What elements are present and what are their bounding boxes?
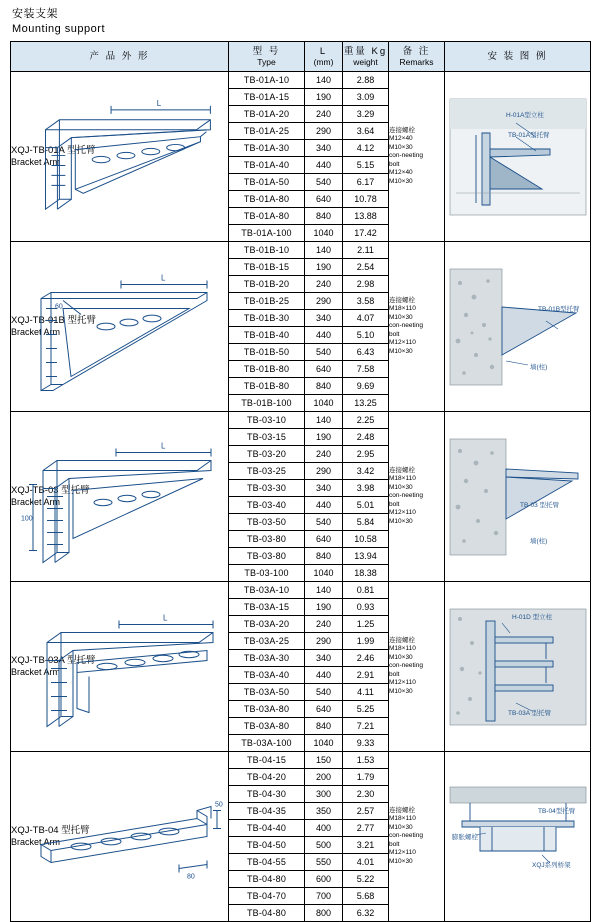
product-name-cn: XQJ-TB-04 型托臂 (11, 825, 90, 836)
cell-weight: 18.38 (343, 565, 389, 582)
header-length: L (mm) (305, 42, 343, 72)
table-row (11, 582, 591, 599)
cell-weight: 13.94 (343, 548, 389, 565)
header-weight: 重量 Kg weight (343, 42, 389, 72)
cell-weight: 9.69 (343, 378, 389, 395)
cell-remarks (389, 412, 445, 582)
cell-length: 640 (305, 361, 343, 378)
cell-length: 290 (305, 123, 343, 140)
remark-line: M10×30 (389, 687, 413, 695)
cell-length: 190 (305, 89, 343, 106)
remark-line: 连接螺栓 (389, 806, 415, 814)
remark-line: con-neeting (389, 662, 423, 670)
cell-weight: 5.15 (343, 157, 389, 174)
cell-weight: 13.25 (343, 395, 389, 412)
cell-length: 140 (305, 242, 343, 259)
cell-weight: 4.01 (343, 854, 389, 871)
cell-length: 840 (305, 718, 343, 735)
product-drawing (11, 90, 227, 239)
product-shape-cell (11, 242, 229, 412)
cell-weight: 0.93 (343, 599, 389, 616)
cell-length: 140 (305, 412, 343, 429)
cell-type: TB-01A-20 (229, 106, 305, 123)
cell-weight: 5.68 (343, 888, 389, 905)
remark-line: bolt (389, 670, 400, 678)
cell-weight: 2.46 (343, 650, 389, 667)
table-row (11, 242, 591, 259)
installation-diagram-cell (445, 752, 591, 922)
remark-line: M12×110 (389, 849, 416, 857)
cell-length: 1040 (305, 565, 343, 582)
cell-type: TB-03-40 (229, 497, 305, 514)
cell-type: TB-04-35 (229, 803, 305, 820)
cell-length: 340 (305, 650, 343, 667)
cell-remarks (389, 752, 445, 922)
cell-weight: 2.25 (343, 412, 389, 429)
cell-length: 240 (305, 616, 343, 633)
cell-type: TB-03-15 (229, 429, 305, 446)
cell-weight: 2.48 (343, 429, 389, 446)
cell-type: TB-03-80 (229, 548, 305, 565)
cell-length: 440 (305, 667, 343, 684)
remark-line: M10×30 (389, 653, 413, 661)
cell-weight: 13.88 (343, 208, 389, 225)
product-name-cn: XQJ-TB-03 型托臂 (11, 485, 90, 496)
cell-weight: 10.58 (343, 531, 389, 548)
cell-length: 840 (305, 378, 343, 395)
cell-type: TB-03-20 (229, 446, 305, 463)
cell-length: 700 (305, 888, 343, 905)
cell-weight: 4.07 (343, 310, 389, 327)
cell-length: 300 (305, 786, 343, 803)
cell-type: TB-03-100 (229, 565, 305, 582)
cell-weight: 2.91 (343, 667, 389, 684)
cell-length: 290 (305, 293, 343, 310)
remark-line: M12×110 (389, 339, 416, 347)
cell-type: TB-01B-20 (229, 276, 305, 293)
remark-line: M10×30 (389, 143, 413, 151)
remark-line: 连接螺栓 (389, 466, 415, 474)
remark-line: bolt (389, 330, 400, 338)
cell-weight: 1.25 (343, 616, 389, 633)
cell-weight: 10.78 (343, 191, 389, 208)
product-name-en: Bracket Arm (11, 157, 61, 167)
cell-length: 140 (305, 72, 343, 89)
table-body (11, 72, 591, 922)
cell-type: TB-01B-40 (229, 327, 305, 344)
cell-type: TB-04-15 (229, 752, 305, 769)
remark-line: 连接螺栓 (389, 636, 415, 644)
remark-line: con-neeting (389, 152, 423, 160)
remark-line: M18×110 (389, 305, 416, 313)
product-shape-cell (11, 582, 229, 752)
cell-type: TB-04-80 (229, 871, 305, 888)
cell-weight: 5.22 (343, 871, 389, 888)
remark-line: M10×30 (389, 347, 413, 355)
cell-length: 140 (305, 582, 343, 599)
remark-line: con-neeting (389, 492, 423, 500)
cell-length: 1040 (305, 225, 343, 242)
svg-text:膨胀螺栓: 膨胀螺栓 (451, 833, 478, 841)
cell-type: TB-03A-50 (229, 684, 305, 701)
remark-line: bolt (389, 160, 400, 168)
remark-line: M18×110 (389, 645, 416, 653)
cell-type: TB-03A-80 (229, 718, 305, 735)
cell-length: 600 (305, 871, 343, 888)
installation-drawing (445, 433, 590, 561)
product-drawing (11, 600, 227, 749)
remark-line: con-neeting (389, 322, 423, 330)
cell-length: 440 (305, 327, 343, 344)
cell-type: TB-01A-40 (229, 157, 305, 174)
cell-type: TB-03A-80 (229, 701, 305, 718)
cell-weight: 5.25 (343, 701, 389, 718)
cell-weight: 5.10 (343, 327, 389, 344)
cell-length: 240 (305, 276, 343, 293)
cell-length: 540 (305, 514, 343, 531)
cell-weight: 1.99 (343, 633, 389, 650)
cell-weight: 4.12 (343, 140, 389, 157)
cell-type: TB-03A-25 (229, 633, 305, 650)
cell-type: TB-04-20 (229, 769, 305, 786)
cell-length: 350 (305, 803, 343, 820)
remark-line: M10×30 (389, 517, 413, 525)
product-drawing (11, 260, 227, 409)
cell-type: TB-04-80 (229, 905, 305, 922)
installation-diagram-cell (445, 412, 591, 582)
cell-weight: 2.30 (343, 786, 389, 803)
cell-type: TB-01A-80 (229, 208, 305, 225)
cell-type: TB-04-40 (229, 820, 305, 837)
product-shape-cell (11, 72, 229, 242)
cell-length: 340 (305, 310, 343, 327)
cell-length: 440 (305, 497, 343, 514)
cell-type: TB-03A-100 (229, 735, 305, 752)
cell-length: 190 (305, 599, 343, 616)
cell-type: TB-04-70 (229, 888, 305, 905)
cell-weight: 2.88 (343, 72, 389, 89)
table-row (11, 752, 591, 769)
table-header (11, 42, 591, 72)
svg-text:TB-04型托臂: TB-04型托臂 (537, 807, 575, 815)
cell-type: TB-01B-15 (229, 259, 305, 276)
cell-length: 240 (305, 446, 343, 463)
cell-type: TB-03A-20 (229, 616, 305, 633)
remark-line: 连接螺栓 (389, 126, 415, 134)
cell-weight: 3.29 (343, 106, 389, 123)
cell-length: 240 (305, 106, 343, 123)
remark-line: M12×110 (389, 509, 416, 517)
svg-text:H-01A型立柱: H-01A型立柱 (505, 111, 544, 119)
svg-text:L: L (161, 273, 166, 283)
header-shape: 产 品 外 形 (11, 42, 229, 72)
cell-type: TB-01A-50 (229, 174, 305, 191)
svg-text:60: 60 (55, 303, 63, 311)
remark-line: M12×40 (389, 169, 413, 177)
cell-type: TB-01A-25 (229, 123, 305, 140)
cell-type: TB-01A-10 (229, 72, 305, 89)
table-row (11, 412, 591, 429)
svg-text:TB-01A型托臂: TB-01A型托臂 (507, 131, 550, 139)
cell-type: TB-04-30 (229, 786, 305, 803)
document-title-cn: 安装支架 (12, 8, 58, 20)
cell-weight: 3.42 (343, 463, 389, 480)
cell-weight: 1.79 (343, 769, 389, 786)
cell-type: TB-01B-80 (229, 378, 305, 395)
specification-table (10, 41, 591, 922)
cell-length: 840 (305, 548, 343, 565)
cell-weight: 2.98 (343, 276, 389, 293)
cell-weight: 7.21 (343, 718, 389, 735)
svg-text:50: 50 (215, 801, 223, 809)
remark-line: M10×30 (389, 177, 413, 185)
product-drawing (11, 770, 227, 919)
remark-line: M18×110 (389, 475, 416, 483)
svg-text:H-01D 型立柱: H-01D 型立柱 (511, 613, 552, 621)
product-name-cn: XQJ-TB-01A 型托臂 (11, 145, 96, 156)
product-shape-cell (11, 412, 229, 582)
cell-type: TB-03A-40 (229, 667, 305, 684)
svg-text:100: 100 (21, 515, 33, 523)
cell-type: TB-03-80 (229, 531, 305, 548)
cell-type: TB-03-50 (229, 514, 305, 531)
cell-weight: 3.09 (343, 89, 389, 106)
cell-length: 400 (305, 820, 343, 837)
cell-type: TB-01B-30 (229, 310, 305, 327)
cell-type: TB-01B-50 (229, 344, 305, 361)
cell-weight: 2.54 (343, 259, 389, 276)
cell-length: 1040 (305, 735, 343, 752)
cell-type: TB-01A-15 (229, 89, 305, 106)
cell-length: 540 (305, 174, 343, 191)
svg-text:L: L (161, 441, 166, 451)
installation-drawing (445, 93, 590, 221)
cell-length: 640 (305, 191, 343, 208)
table-row (11, 72, 591, 89)
svg-text:TB-03 型托臂: TB-03 型托臂 (519, 501, 559, 509)
installation-drawing (445, 781, 590, 893)
cell-length: 290 (305, 463, 343, 480)
cell-type: TB-03A-15 (229, 599, 305, 616)
cell-weight: 2.95 (343, 446, 389, 463)
svg-text:80: 80 (187, 873, 195, 881)
product-name-cn: XQJ-TB-03A 型托臂 (11, 655, 96, 666)
remark-line: con-neeting (389, 832, 423, 840)
cell-length: 500 (305, 837, 343, 854)
cell-weight: 9.33 (343, 735, 389, 752)
document-title-en: Mounting support (12, 23, 105, 35)
installation-diagram-cell (445, 72, 591, 242)
cell-length: 200 (305, 769, 343, 786)
cell-weight: 1.53 (343, 752, 389, 769)
svg-text:XQJ系列桥架: XQJ系列桥架 (531, 861, 571, 869)
installation-drawing (445, 263, 590, 391)
cell-length: 190 (305, 259, 343, 276)
cell-weight: 3.58 (343, 293, 389, 310)
cell-length: 1040 (305, 395, 343, 412)
cell-length: 340 (305, 480, 343, 497)
cell-weight: 6.43 (343, 344, 389, 361)
cell-type: TB-01B-80 (229, 361, 305, 378)
cell-weight: 2.77 (343, 820, 389, 837)
header-installation: 安 装 图 例 (445, 42, 591, 72)
cell-length: 640 (305, 531, 343, 548)
remark-line: 连接螺栓 (389, 296, 415, 304)
remark-line: M18×110 (389, 815, 416, 823)
cell-weight: 0.81 (343, 582, 389, 599)
remark-line: bolt (389, 840, 400, 848)
cell-weight: 7.58 (343, 361, 389, 378)
cell-weight: 6.17 (343, 174, 389, 191)
remark-line: M10×30 (389, 823, 413, 831)
remark-line: M10×30 (389, 313, 413, 321)
cell-weight: 3.98 (343, 480, 389, 497)
cell-weight: 5.01 (343, 497, 389, 514)
cell-type: TB-03A-10 (229, 582, 305, 599)
header-type: 型 号 Type (229, 42, 305, 72)
product-name-en: Bracket Arm (11, 327, 61, 337)
svg-text:L: L (156, 98, 162, 108)
cell-length: 540 (305, 344, 343, 361)
remark-line: M12×40 (389, 135, 413, 143)
remark-line: M10×30 (389, 857, 413, 865)
cell-weight: 3.21 (343, 837, 389, 854)
cell-length: 290 (305, 633, 343, 650)
installation-diagram-cell (445, 582, 591, 752)
cell-type: TB-03-30 (229, 480, 305, 497)
svg-text:L: L (163, 613, 168, 623)
product-name-en: Bracket Arm (11, 837, 61, 847)
installation-diagram-cell (445, 242, 591, 412)
cell-length: 550 (305, 854, 343, 871)
svg-text:墙(柱): 墙(柱) (529, 537, 547, 545)
cell-length: 340 (305, 140, 343, 157)
svg-text:TB-01B型托臂: TB-01B型托臂 (537, 305, 580, 313)
cell-type: TB-01A-30 (229, 140, 305, 157)
installation-drawing (445, 603, 590, 731)
cell-type: TB-03-25 (229, 463, 305, 480)
cell-remarks (389, 582, 445, 752)
cell-weight: 3.64 (343, 123, 389, 140)
cell-weight: 2.57 (343, 803, 389, 820)
svg-text:TB-03A 型托臂: TB-03A 型托臂 (507, 709, 551, 717)
header-remarks: 备 注 Remarks (389, 42, 445, 72)
cell-length: 800 (305, 905, 343, 922)
remark-line: M12×110 (389, 679, 416, 687)
cell-weight: 4.11 (343, 684, 389, 701)
cell-type: TB-01B-100 (229, 395, 305, 412)
cell-remarks (389, 242, 445, 412)
product-name-en: Bracket Arm (11, 667, 61, 677)
product-name-en: Bracket Arm (11, 497, 61, 507)
cell-length: 540 (305, 684, 343, 701)
cell-length: 640 (305, 701, 343, 718)
cell-type: TB-01B-10 (229, 242, 305, 259)
cell-type: TB-03A-30 (229, 650, 305, 667)
cell-type: TB-01A-100 (229, 225, 305, 242)
cell-type: TB-01B-25 (229, 293, 305, 310)
cell-weight: 17.42 (343, 225, 389, 242)
cell-type: TB-04-55 (229, 854, 305, 871)
cell-weight: 5.84 (343, 514, 389, 531)
cell-length: 190 (305, 429, 343, 446)
cell-weight: 2.11 (343, 242, 389, 259)
product-shape-cell (11, 752, 229, 922)
remark-line: bolt (389, 500, 400, 508)
cell-type: TB-04-50 (229, 837, 305, 854)
cell-length: 150 (305, 752, 343, 769)
cell-remarks (389, 72, 445, 242)
svg-text:墙(柱): 墙(柱) (529, 363, 547, 371)
remark-line: M10×30 (389, 483, 413, 491)
cell-length: 840 (305, 208, 343, 225)
product-name-cn: XQJ-TB-01B 型托臂 (11, 315, 96, 326)
product-drawing (11, 430, 227, 579)
cell-type: TB-01A-80 (229, 191, 305, 208)
cell-type: TB-03-10 (229, 412, 305, 429)
cell-weight: 6.32 (343, 905, 389, 922)
cell-length: 440 (305, 157, 343, 174)
